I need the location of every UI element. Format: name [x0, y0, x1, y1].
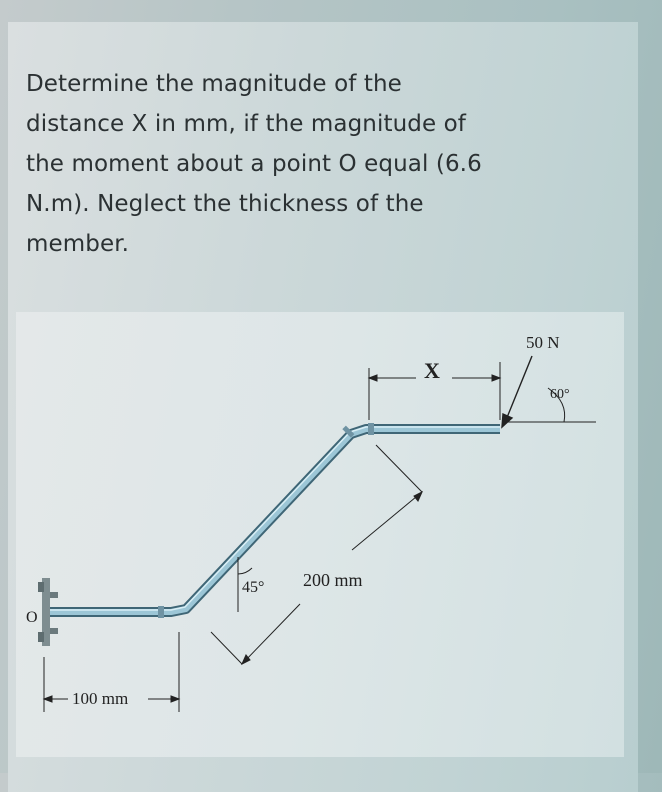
- x-label: X: [424, 358, 440, 383]
- bent-member: [50, 423, 500, 618]
- diagonal-length-label: 200 mm: [303, 570, 363, 590]
- point-o-label: O: [26, 609, 38, 626]
- force-arrow: [502, 356, 596, 427]
- mechanics-figure: [16, 312, 624, 757]
- force-label: 50 N: [526, 333, 560, 352]
- horizontal-length-label: 100 mm: [72, 689, 129, 708]
- member-diagram: [16, 312, 624, 757]
- question-text: Determine the magnitude of the distance X in mm, if the magnitude of the moment about a point O equal (6.6 N.m). Neglect the thickness of the member.: [26, 71, 482, 257]
- bend-angle-label: 45°: [242, 579, 265, 596]
- force-angle-label: 60°: [550, 387, 570, 402]
